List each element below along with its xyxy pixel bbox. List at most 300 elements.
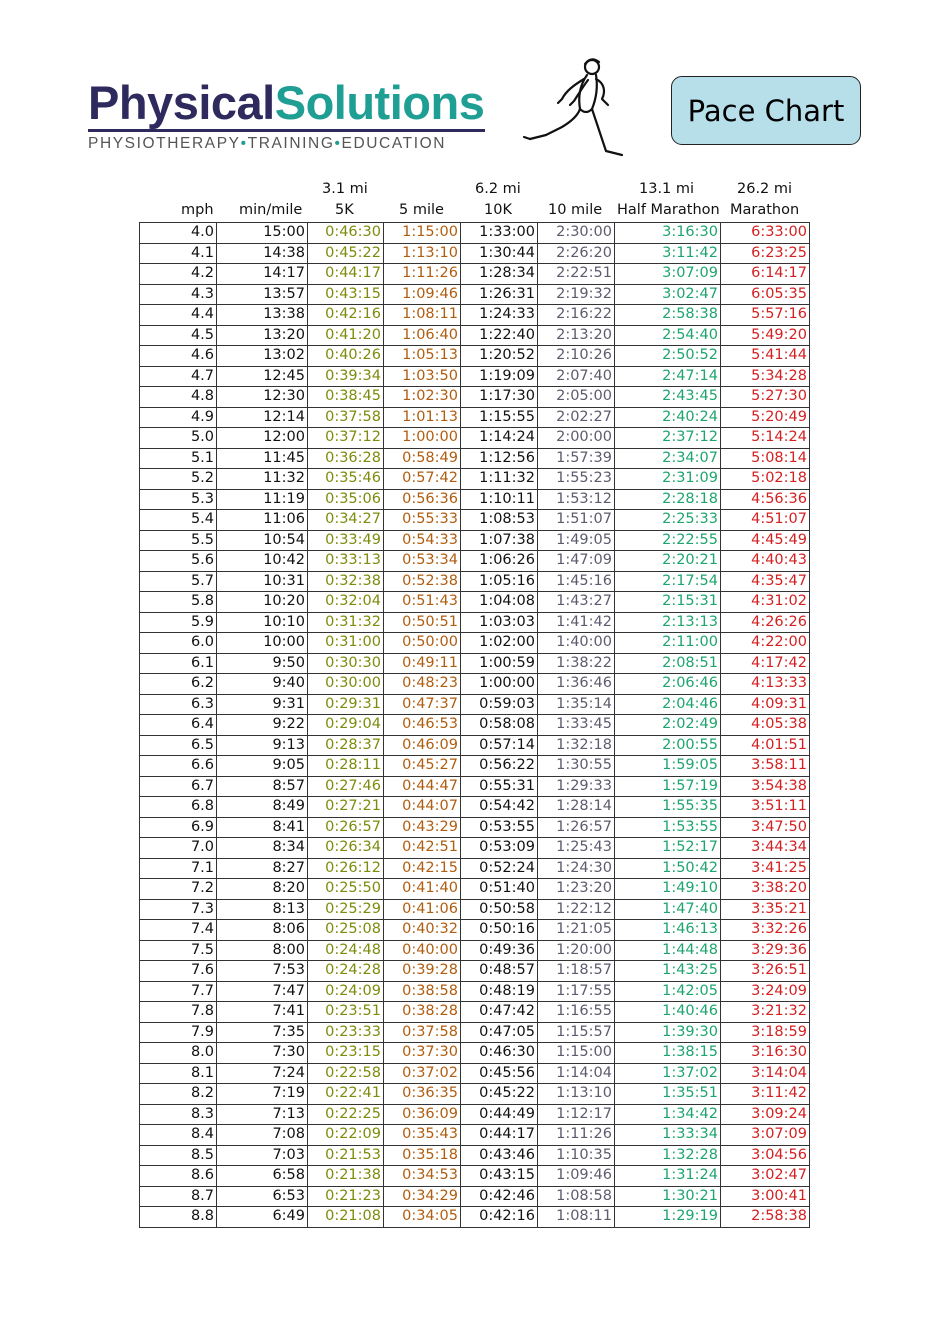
- cell-10k: 0:42:16: [461, 1207, 538, 1228]
- cell-5-mile: 0:34:53: [384, 1166, 461, 1187]
- table-row: [140, 920, 810, 941]
- cell-10-mile: 2:02:27: [538, 407, 615, 428]
- table-row: [140, 489, 810, 510]
- cell-10k: 0:54:42: [461, 797, 538, 818]
- cell-10k: 1:04:08: [461, 592, 538, 613]
- cell-half-marathon: 2:28:18: [615, 489, 721, 510]
- cell-10-mile: 1:38:22: [538, 653, 615, 674]
- cell-mph: 4.4: [140, 305, 217, 326]
- cell-marathon: 3:00:41: [721, 1186, 810, 1207]
- cell-marathon: 4:31:02: [721, 592, 810, 613]
- cell-half-marathon: 1:35:51: [615, 1084, 721, 1105]
- cell-5k: 0:22:41: [308, 1084, 384, 1105]
- cell-5-mile: 0:34:29: [384, 1186, 461, 1207]
- cell-10k: 1:07:38: [461, 530, 538, 551]
- cell-half-marathon: 1:57:19: [615, 776, 721, 797]
- cell-5k: 0:44:17: [308, 264, 384, 285]
- cell-10-mile: 1:25:43: [538, 838, 615, 859]
- table-row: [140, 428, 810, 449]
- cell-marathon: 3:51:11: [721, 797, 810, 818]
- cell-min-per-mile: 7:08: [217, 1125, 308, 1146]
- cell-5-mile: 0:56:36: [384, 489, 461, 510]
- cell-5k: 0:25:50: [308, 879, 384, 900]
- cell-mph: 4.9: [140, 407, 217, 428]
- cell-mph: 7.0: [140, 838, 217, 859]
- cell-half-marathon: 2:04:46: [615, 694, 721, 715]
- cell-10-mile: 1:35:14: [538, 694, 615, 715]
- table-row: [140, 1166, 810, 1187]
- cell-10-mile: 2:07:40: [538, 366, 615, 387]
- table-row: [140, 1022, 810, 1043]
- table-row: [140, 981, 810, 1002]
- table-row: [140, 735, 810, 756]
- cell-10-mile: 1:15:00: [538, 1043, 615, 1064]
- cell-min-per-mile: 6:58: [217, 1166, 308, 1187]
- cell-marathon: 5:27:30: [721, 387, 810, 408]
- column-header-5-mile: 5 mile: [399, 202, 444, 218]
- cell-mph: 7.5: [140, 940, 217, 961]
- cell-mph: 4.3: [140, 284, 217, 305]
- cell-mph: 7.1: [140, 858, 217, 879]
- cell-10k: 1:11:32: [461, 469, 538, 490]
- cell-10-mile: 1:51:07: [538, 510, 615, 531]
- cell-half-marathon: 1:49:10: [615, 879, 721, 900]
- cell-half-marathon: 1:59:05: [615, 756, 721, 777]
- cell-5-mile: 0:41:06: [384, 899, 461, 920]
- cell-5-mile: 0:55:33: [384, 510, 461, 531]
- cell-marathon: 3:32:26: [721, 920, 810, 941]
- column-header-marathon-distance: 26.2 mi: [737, 181, 793, 197]
- cell-min-per-mile: 13:02: [217, 346, 308, 367]
- cell-min-per-mile: 11:45: [217, 448, 308, 469]
- cell-5-mile: 0:38:58: [384, 981, 461, 1002]
- cell-min-per-mile: 12:45: [217, 366, 308, 387]
- cell-mph: 5.7: [140, 571, 217, 592]
- cell-marathon: 2:58:38: [721, 1207, 810, 1228]
- cell-min-per-mile: 8:41: [217, 817, 308, 838]
- cell-10-mile: 1:30:55: [538, 756, 615, 777]
- cell-5-mile: 0:50:51: [384, 612, 461, 633]
- tagline-word: PHYSIOTHERAPY: [88, 135, 241, 152]
- cell-half-marathon: 2:17:54: [615, 571, 721, 592]
- cell-min-per-mile: 13:38: [217, 305, 308, 326]
- cell-min-per-mile: 12:14: [217, 407, 308, 428]
- table-row: [140, 530, 810, 551]
- cell-5k: 0:38:45: [308, 387, 384, 408]
- cell-marathon: 3:07:09: [721, 1125, 810, 1146]
- brand-underline: [88, 129, 485, 132]
- cell-min-per-mile: 9:22: [217, 715, 308, 736]
- cell-half-marathon: 1:43:25: [615, 961, 721, 982]
- cell-10k: 1:26:31: [461, 284, 538, 305]
- cell-5-mile: 0:39:28: [384, 961, 461, 982]
- cell-5-mile: 0:46:53: [384, 715, 461, 736]
- cell-5k: 0:30:30: [308, 653, 384, 674]
- cell-10-mile: 1:21:05: [538, 920, 615, 941]
- cell-min-per-mile: 13:57: [217, 284, 308, 305]
- cell-half-marathon: 1:46:13: [615, 920, 721, 941]
- cell-5-mile: 0:49:11: [384, 653, 461, 674]
- cell-5k: 0:21:23: [308, 1186, 384, 1207]
- cell-min-per-mile: 9:50: [217, 653, 308, 674]
- cell-marathon: 5:02:18: [721, 469, 810, 490]
- cell-5k: 0:22:58: [308, 1063, 384, 1084]
- runner-icon: [522, 55, 634, 159]
- table-row: [140, 366, 810, 387]
- cell-5k: 0:42:16: [308, 305, 384, 326]
- cell-5k: 0:37:12: [308, 428, 384, 449]
- cell-marathon: 3:26:51: [721, 961, 810, 982]
- cell-mph: 6.4: [140, 715, 217, 736]
- cell-10k: 1:03:03: [461, 612, 538, 633]
- cell-10-mile: 2:19:32: [538, 284, 615, 305]
- cell-marathon: 5:41:44: [721, 346, 810, 367]
- cell-5k: 0:28:37: [308, 735, 384, 756]
- cell-half-marathon: 1:32:28: [615, 1145, 721, 1166]
- cell-min-per-mile: 7:30: [217, 1043, 308, 1064]
- cell-min-per-mile: 7:24: [217, 1063, 308, 1084]
- cell-mph: 4.8: [140, 387, 217, 408]
- cell-min-per-mile: 10:10: [217, 612, 308, 633]
- cell-mph: 8.8: [140, 1207, 217, 1228]
- cell-10k: 1:28:34: [461, 264, 538, 285]
- cell-marathon: 3:11:42: [721, 1084, 810, 1105]
- cell-10-mile: 2:05:00: [538, 387, 615, 408]
- table-row: [140, 756, 810, 777]
- cell-marathon: 4:01:51: [721, 735, 810, 756]
- cell-marathon: 4:13:33: [721, 674, 810, 695]
- cell-5k: 0:23:33: [308, 1022, 384, 1043]
- cell-10-mile: 1:13:10: [538, 1084, 615, 1105]
- cell-mph: 4.1: [140, 243, 217, 264]
- table-row: [140, 961, 810, 982]
- column-header-marathon: Marathon: [730, 202, 800, 218]
- cell-min-per-mile: 10:31: [217, 571, 308, 592]
- cell-10k: 0:47:05: [461, 1022, 538, 1043]
- cell-5k: 0:35:06: [308, 489, 384, 510]
- cell-marathon: 4:40:43: [721, 551, 810, 572]
- cell-marathon: 5:08:14: [721, 448, 810, 469]
- cell-half-marathon: 2:37:12: [615, 428, 721, 449]
- cell-10-mile: 1:55:23: [538, 469, 615, 490]
- cell-10-mile: 1:41:42: [538, 612, 615, 633]
- cell-10-mile: 1:20:00: [538, 940, 615, 961]
- column-header-mph: mph: [181, 202, 214, 218]
- cell-mph: 6.9: [140, 817, 217, 838]
- cell-10-mile: 2:26:20: [538, 243, 615, 264]
- cell-half-marathon: 3:11:42: [615, 243, 721, 264]
- cell-min-per-mile: 14:38: [217, 243, 308, 264]
- cell-marathon: 3:47:50: [721, 817, 810, 838]
- cell-5-mile: 0:40:32: [384, 920, 461, 941]
- table-row: [140, 592, 810, 613]
- cell-5-mile: 1:03:50: [384, 366, 461, 387]
- cell-10k: 0:48:57: [461, 961, 538, 982]
- table-row: [140, 325, 810, 346]
- column-header-min-per-mile: min/mile: [239, 202, 303, 218]
- cell-mph: 7.3: [140, 899, 217, 920]
- cell-5-mile: 0:42:51: [384, 838, 461, 859]
- cell-10-mile: 1:16:55: [538, 1002, 615, 1023]
- cell-mph: 4.0: [140, 223, 217, 244]
- cell-5k: 0:37:58: [308, 407, 384, 428]
- table-row: [140, 1043, 810, 1064]
- cell-10-mile: 1:12:17: [538, 1104, 615, 1125]
- cell-10k: 0:44:17: [461, 1125, 538, 1146]
- cell-5k: 0:24:28: [308, 961, 384, 982]
- cell-10k: 1:00:00: [461, 674, 538, 695]
- cell-min-per-mile: 8:27: [217, 858, 308, 879]
- cell-min-per-mile: 15:00: [217, 223, 308, 244]
- cell-half-marathon: 1:44:48: [615, 940, 721, 961]
- cell-10-mile: 1:10:35: [538, 1145, 615, 1166]
- cell-marathon: 4:51:07: [721, 510, 810, 531]
- cell-5-mile: 0:51:43: [384, 592, 461, 613]
- cell-5k: 0:41:20: [308, 325, 384, 346]
- cell-min-per-mile: 9:31: [217, 694, 308, 715]
- cell-10k: 0:43:15: [461, 1166, 538, 1187]
- cell-5k: 0:27:21: [308, 797, 384, 818]
- table-row: [140, 1207, 810, 1228]
- cell-marathon: 3:04:56: [721, 1145, 810, 1166]
- cell-10-mile: 1:47:09: [538, 551, 615, 572]
- cell-min-per-mile: 10:20: [217, 592, 308, 613]
- column-header-half-marathon-distance: 13.1 mi: [639, 181, 695, 197]
- cell-half-marathon: 2:15:31: [615, 592, 721, 613]
- cell-min-per-mile: 6:49: [217, 1207, 308, 1228]
- cell-10k: 0:45:22: [461, 1084, 538, 1105]
- tagline-word: TRAINING: [247, 135, 335, 152]
- cell-marathon: 4:35:47: [721, 571, 810, 592]
- brand-tagline: [88, 135, 485, 153]
- cell-5-mile: 0:47:37: [384, 694, 461, 715]
- cell-5k: 0:24:48: [308, 940, 384, 961]
- cell-mph: 7.4: [140, 920, 217, 941]
- cell-10k: 0:46:30: [461, 1043, 538, 1064]
- cell-10-mile: 1:57:39: [538, 448, 615, 469]
- table-row: [140, 1002, 810, 1023]
- cell-5k: 0:26:34: [308, 838, 384, 859]
- cell-half-marathon: 2:22:55: [615, 530, 721, 551]
- table-row: [140, 1084, 810, 1105]
- cell-min-per-mile: 9:40: [217, 674, 308, 695]
- cell-marathon: 3:44:34: [721, 838, 810, 859]
- cell-10-mile: 1:15:57: [538, 1022, 615, 1043]
- cell-5-mile: 0:40:00: [384, 940, 461, 961]
- cell-half-marathon: 1:39:30: [615, 1022, 721, 1043]
- cell-mph: 6.0: [140, 633, 217, 654]
- cell-10k: 0:42:46: [461, 1186, 538, 1207]
- cell-mph: 8.3: [140, 1104, 217, 1125]
- cell-10k: 0:59:03: [461, 694, 538, 715]
- cell-5-mile: 0:38:28: [384, 1002, 461, 1023]
- cell-marathon: 4:17:42: [721, 653, 810, 674]
- table-row: [140, 879, 810, 900]
- table-row: [140, 551, 810, 572]
- pace-table: [139, 222, 810, 1228]
- cell-5k: 0:36:28: [308, 448, 384, 469]
- cell-10-mile: 1:28:14: [538, 797, 615, 818]
- cell-10-mile: 1:43:27: [538, 592, 615, 613]
- table-row: [140, 571, 810, 592]
- table-row: [140, 776, 810, 797]
- cell-half-marathon: 2:58:38: [615, 305, 721, 326]
- table-row: [140, 899, 810, 920]
- cell-min-per-mile: 11:06: [217, 510, 308, 531]
- cell-5-mile: 1:15:00: [384, 223, 461, 244]
- column-header-10-mile: 10 mile: [548, 202, 603, 218]
- cell-marathon: 5:57:16: [721, 305, 810, 326]
- table-row: [140, 243, 810, 264]
- cell-5k: 0:25:29: [308, 899, 384, 920]
- cell-mph: 6.8: [140, 797, 217, 818]
- cell-10k: 1:30:44: [461, 243, 538, 264]
- cell-10-mile: 1:17:55: [538, 981, 615, 1002]
- cell-10k: 0:57:14: [461, 735, 538, 756]
- cell-marathon: 3:58:11: [721, 756, 810, 777]
- cell-marathon: 4:26:26: [721, 612, 810, 633]
- cell-5k: 0:26:12: [308, 858, 384, 879]
- cell-10-mile: 2:22:51: [538, 264, 615, 285]
- column-header-10k: 10K: [484, 202, 512, 218]
- table-row: [140, 653, 810, 674]
- cell-min-per-mile: 8:49: [217, 797, 308, 818]
- cell-half-marathon: 2:00:55: [615, 735, 721, 756]
- table-row: [140, 223, 810, 244]
- cell-5-mile: 0:46:09: [384, 735, 461, 756]
- cell-5-mile: 0:48:23: [384, 674, 461, 695]
- cell-10-mile: 1:49:05: [538, 530, 615, 551]
- table-row: [140, 715, 810, 736]
- cell-min-per-mile: 8:13: [217, 899, 308, 920]
- cell-10k: 1:00:59: [461, 653, 538, 674]
- cell-marathon: 3:29:36: [721, 940, 810, 961]
- cell-half-marathon: 2:34:07: [615, 448, 721, 469]
- cell-half-marathon: 1:37:02: [615, 1063, 721, 1084]
- cell-10k: 0:44:49: [461, 1104, 538, 1125]
- cell-5-mile: 0:50:00: [384, 633, 461, 654]
- table-row: [140, 612, 810, 633]
- cell-mph: 5.5: [140, 530, 217, 551]
- cell-min-per-mile: 13:20: [217, 325, 308, 346]
- cell-5k: 0:32:38: [308, 571, 384, 592]
- cell-marathon: 6:23:25: [721, 243, 810, 264]
- cell-10k: 1:15:55: [461, 407, 538, 428]
- cell-mph: 6.7: [140, 776, 217, 797]
- cell-5-mile: 0:43:29: [384, 817, 461, 838]
- cell-mph: 5.4: [140, 510, 217, 531]
- cell-5-mile: 1:02:30: [384, 387, 461, 408]
- cell-10-mile: 1:23:20: [538, 879, 615, 900]
- cell-marathon: 3:54:38: [721, 776, 810, 797]
- cell-half-marathon: 2:43:45: [615, 387, 721, 408]
- cell-5k: 0:45:22: [308, 243, 384, 264]
- cell-10k: 0:53:55: [461, 817, 538, 838]
- cell-10k: 0:53:09: [461, 838, 538, 859]
- cell-mph: 4.2: [140, 264, 217, 285]
- cell-marathon: 4:56:36: [721, 489, 810, 510]
- cell-marathon: 4:09:31: [721, 694, 810, 715]
- cell-min-per-mile: 12:00: [217, 428, 308, 449]
- cell-min-per-mile: 10:00: [217, 633, 308, 654]
- cell-10k: 1:12:56: [461, 448, 538, 469]
- cell-5-mile: 0:36:35: [384, 1084, 461, 1105]
- cell-half-marathon: 3:16:30: [615, 223, 721, 244]
- cell-mph: 8.0: [140, 1043, 217, 1064]
- cell-5k: 0:31:32: [308, 612, 384, 633]
- cell-mph: 6.5: [140, 735, 217, 756]
- cell-5k: 0:39:34: [308, 366, 384, 387]
- cell-half-marathon: 1:40:46: [615, 1002, 721, 1023]
- cell-5-mile: 1:13:10: [384, 243, 461, 264]
- cell-5-mile: 0:53:34: [384, 551, 461, 572]
- cell-mph: 5.3: [140, 489, 217, 510]
- cell-min-per-mile: 10:54: [217, 530, 308, 551]
- cell-10-mile: 1:29:33: [538, 776, 615, 797]
- table-row: [140, 264, 810, 285]
- cell-10-mile: 2:16:22: [538, 305, 615, 326]
- pace-table-body: [140, 223, 810, 1228]
- cell-marathon: 5:20:49: [721, 407, 810, 428]
- cell-min-per-mile: 8:20: [217, 879, 308, 900]
- cell-5k: 0:26:57: [308, 817, 384, 838]
- cell-min-per-mile: 8:57: [217, 776, 308, 797]
- table-row: [140, 797, 810, 818]
- table-row: [140, 674, 810, 695]
- cell-mph: 5.1: [140, 448, 217, 469]
- cell-mph: 8.6: [140, 1166, 217, 1187]
- cell-10-mile: 1:36:46: [538, 674, 615, 695]
- cell-half-marathon: 2:25:33: [615, 510, 721, 531]
- cell-10-mile: 1:32:18: [538, 735, 615, 756]
- cell-5-mile: 0:57:42: [384, 469, 461, 490]
- cell-5-mile: 0:42:15: [384, 858, 461, 879]
- cell-mph: 5.6: [140, 551, 217, 572]
- cell-marathon: 5:49:20: [721, 325, 810, 346]
- cell-marathon: 6:05:35: [721, 284, 810, 305]
- cell-10-mile: 2:00:00: [538, 428, 615, 449]
- table-row: [140, 346, 810, 367]
- cell-5k: 0:23:51: [308, 1002, 384, 1023]
- cell-mph: 4.6: [140, 346, 217, 367]
- cell-mph: 8.4: [140, 1125, 217, 1146]
- cell-half-marathon: 2:13:13: [615, 612, 721, 633]
- cell-10k: 0:51:40: [461, 879, 538, 900]
- cell-mph: 7.6: [140, 961, 217, 982]
- cell-10k: 1:24:33: [461, 305, 538, 326]
- cell-half-marathon: 1:50:42: [615, 858, 721, 879]
- cell-mph: 6.1: [140, 653, 217, 674]
- cell-marathon: 4:05:38: [721, 715, 810, 736]
- cell-10k: 1:08:53: [461, 510, 538, 531]
- cell-5-mile: 0:35:18: [384, 1145, 461, 1166]
- cell-mph: 8.5: [140, 1145, 217, 1166]
- column-header-half-marathon: Half Marathon: [617, 202, 720, 218]
- cell-half-marathon: 1:30:21: [615, 1186, 721, 1207]
- cell-5k: 0:43:15: [308, 284, 384, 305]
- cell-5-mile: 0:54:33: [384, 530, 461, 551]
- column-header-10k-distance: 6.2 mi: [475, 181, 521, 197]
- cell-5k: 0:22:09: [308, 1125, 384, 1146]
- cell-mph: 6.3: [140, 694, 217, 715]
- cell-5k: 0:24:09: [308, 981, 384, 1002]
- cell-10k: 1:10:11: [461, 489, 538, 510]
- cell-half-marathon: 1:53:55: [615, 817, 721, 838]
- cell-mph: 4.7: [140, 366, 217, 387]
- cell-10k: 1:19:09: [461, 366, 538, 387]
- cell-min-per-mile: 11:32: [217, 469, 308, 490]
- cell-min-per-mile: 9:13: [217, 735, 308, 756]
